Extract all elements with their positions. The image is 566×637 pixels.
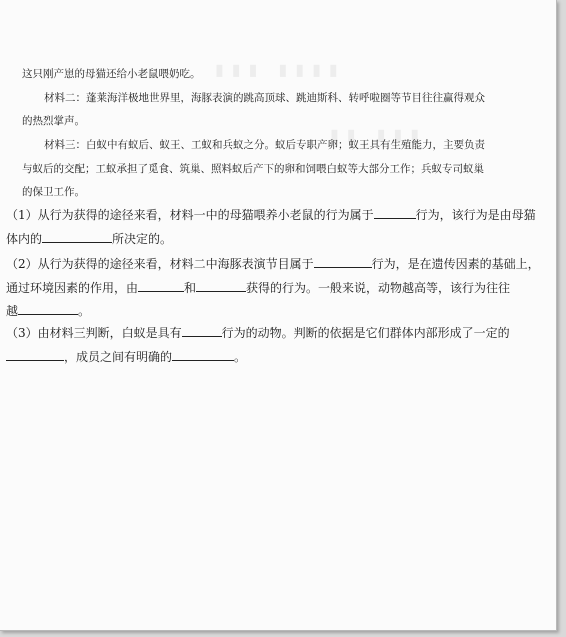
answer-blank[interactable] bbox=[374, 208, 416, 219]
question-text: 行为，该行为是由母猫 bbox=[415, 208, 536, 222]
question-text: 通过环境因素的作用，由 bbox=[6, 281, 139, 295]
answer-blank[interactable] bbox=[42, 232, 112, 243]
question-2-line bbox=[6, 279, 538, 296]
question-text: 体内的 bbox=[6, 232, 43, 246]
question-2-line bbox=[6, 255, 538, 272]
material-text-line: 的保卫工作。 bbox=[22, 186, 85, 198]
material-text-line: 的热烈掌声。 bbox=[22, 115, 85, 127]
question-text: 行为的动物。判断的依据是它们群体内部形成了一定的 bbox=[221, 326, 510, 340]
question-text: 所决定的。 bbox=[112, 232, 173, 246]
answer-blank[interactable] bbox=[138, 281, 184, 292]
question-text: （1）从行为获得的途径来看，材料一中的母猫喂养小老鼠的行为属于 bbox=[6, 208, 374, 222]
question-3-line bbox=[6, 348, 538, 365]
bleed-through-text: ▮▮▮ ▮▮▮▮ bbox=[215, 60, 346, 79]
question-text: 越 bbox=[6, 304, 19, 318]
question-text: 获得的行为。一般来说，动物越高等，该行为往往 bbox=[246, 281, 511, 295]
answer-blank[interactable] bbox=[6, 350, 64, 361]
question-2-line bbox=[6, 302, 538, 319]
question-1-line bbox=[6, 230, 538, 247]
question-text: 和 bbox=[184, 281, 197, 295]
question-text: 行为，是在遗传因素的基础上， bbox=[371, 257, 540, 271]
bleed-through-text: ▮▮ ▮▮▮ bbox=[330, 125, 428, 144]
material-text-line: 材料三：白蚁中有蚁后、蚁王、工蚁和兵蚁之分。蚁后专职产卵；蚁王具有生殖能力，主要负责 bbox=[44, 139, 485, 151]
material-text-line: 这只刚产崽的母猫还给小老鼠喂奶吃。 bbox=[22, 68, 201, 80]
answer-blank[interactable] bbox=[172, 350, 234, 361]
question-text: （2）从行为获得的途径来看，材料二中海豚表演节目属于 bbox=[6, 257, 314, 271]
question-3-line bbox=[6, 324, 538, 341]
question-text: 。 bbox=[78, 304, 91, 318]
question-text: 。 bbox=[234, 350, 247, 364]
question-text: （3）由材料三判断，白蚁是具有 bbox=[6, 326, 182, 340]
answer-blank[interactable] bbox=[196, 281, 246, 292]
material-text-line: 与蚁后的交配；工蚁承担了觅食、筑巢、照料蚁后产下的卵和饲喂白蚁等大部分工作；兵蚁专司蚁巢 bbox=[22, 163, 484, 175]
answer-blank[interactable] bbox=[18, 304, 78, 315]
question-text: ，成员之间有明确的 bbox=[64, 350, 173, 364]
answer-blank[interactable] bbox=[182, 326, 222, 337]
material-text-line: 材料二：蓬莱海洋极地世界里，海豚表演的跳高顶球、跳迪斯科、转呼啦圈等节目往往赢得观众 bbox=[44, 92, 485, 104]
answer-blank[interactable] bbox=[314, 257, 372, 268]
question-1-line bbox=[6, 206, 538, 223]
